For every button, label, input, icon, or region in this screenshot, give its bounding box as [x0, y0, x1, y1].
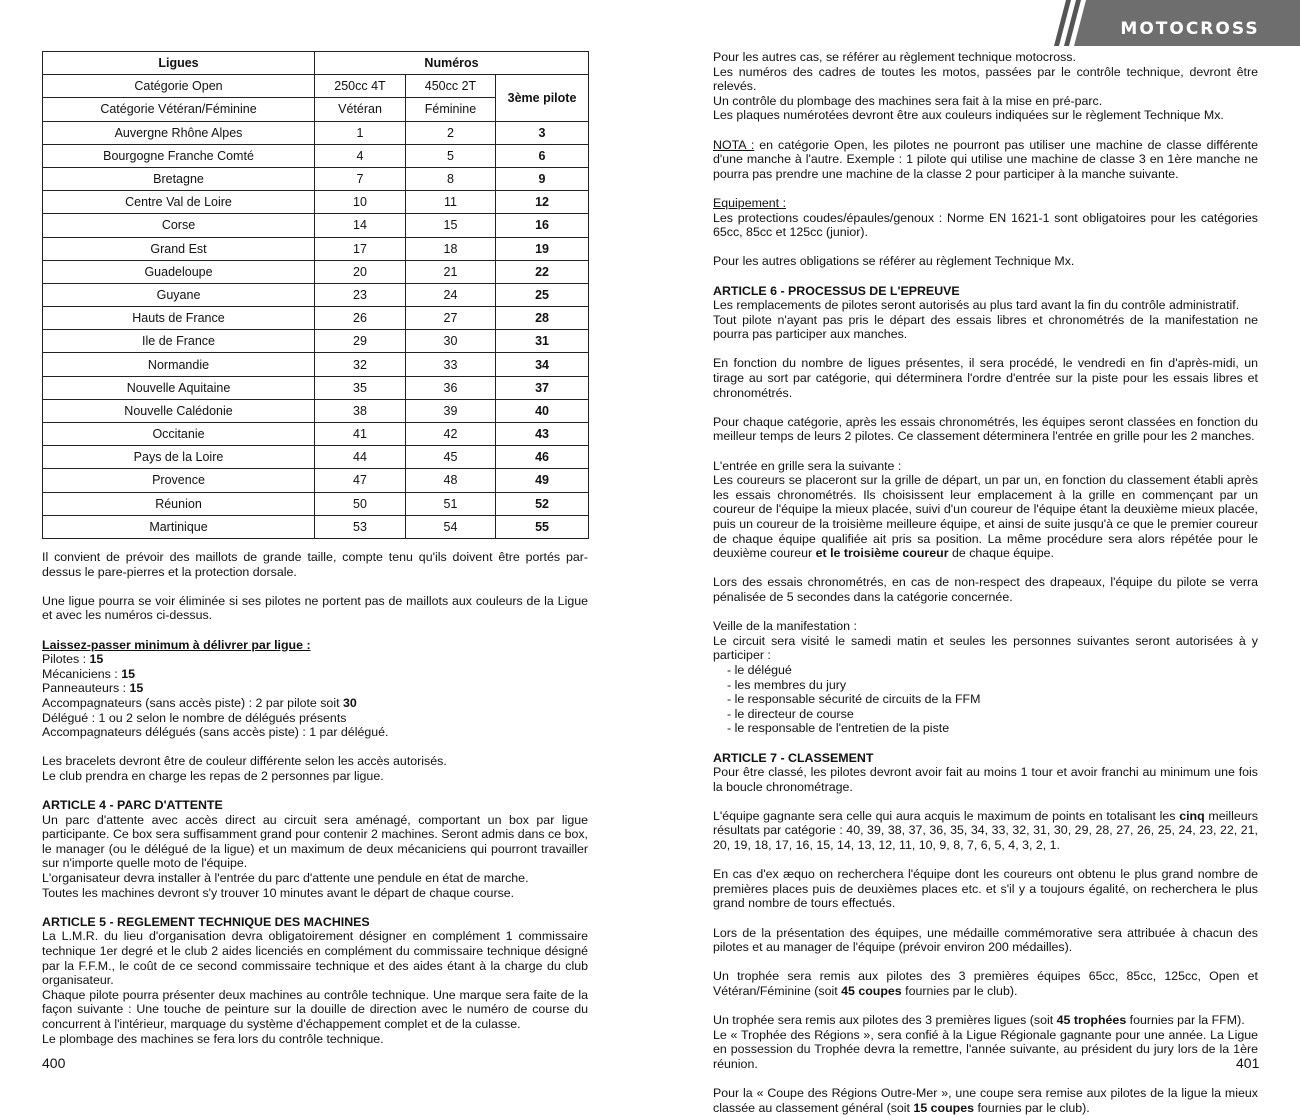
article-7-paragraph-2: L'équipe gagnante sera celle qui aura acquis le maximum de points en totalisant les cinq meilleurs résultats par catégorie : 40, 39, 38, 37, 36, 35, 34, 33, 32, 31, 30, 29, 28, 27, 26, 25, 24, 23, 22, 21, 20, 19, 18, 17, 16, 15, 14, 13, 12, 11, 10, 9, 8, 7, 6, 5, 4, 3, 2, 1.: [713, 808, 1258, 853]
category-veteran-c2: Féminine: [406, 98, 496, 121]
right-page: [650, 0, 1300, 1115]
number-450-cell: 27: [406, 307, 496, 330]
table-row: [43, 191, 589, 214]
veille-text: Le circuit sera visité le samedi matin et seules les personnes suivantes seront autorisées à y participer :: [713, 633, 1258, 663]
article-7-paragraph-6: Un trophée sera remis aux pilotes des 3 premières ligues (soit 45 trophées fournies par la FFM).: [713, 1013, 1245, 1028]
article-6-title: ARTICLE 6 - PROCESSUS DE L'EPREUVE: [713, 283, 960, 298]
table-row: [43, 260, 589, 283]
number-450-cell: 5: [406, 144, 496, 167]
veille-item: - le délégué: [727, 662, 792, 677]
number-third-pilot-cell: 43: [496, 423, 589, 446]
article-7-paragraph-4: Lors de la présentation des équipes, une médaille commémorative sera attribuée à chacun des pilotes et au manager de l'équipe (prévoir environ 200 médailles).: [713, 925, 1258, 955]
category-open-c1: 250cc 4T: [315, 75, 406, 98]
number-third-pilot-cell: 46: [496, 446, 589, 469]
number-third-pilot-cell: 55: [496, 515, 589, 538]
accompagnateurs-line: Accompagnateurs (sans accès piste) : 2 par pilote soit 30: [42, 695, 357, 710]
number-third-pilot-cell: 37: [496, 376, 589, 399]
autres-obligations: Pour les autres obligations se référer au règlement Technique Mx.: [713, 254, 1075, 269]
number-third-pilot-cell: 25: [496, 283, 589, 306]
number-450-cell: 30: [406, 330, 496, 353]
article-5-paragraph-2: Chaque pilote pourra présenter deux machines au contrôle technique. Une marque sera faite de la façon suivante : Une touche de peinture sur la douille de direction avec le numéro de course du concurrent à l'intérieur, marquage du système d'échappement complet et de la culasse.: [42, 987, 588, 1031]
ligue-cell: Guyane: [43, 283, 315, 306]
ligue-cell: Pays de la Loire: [43, 446, 315, 469]
number-third-pilot-cell: 6: [496, 144, 589, 167]
article-7-title: ARTICLE 7 - CLASSEMENT: [713, 750, 874, 765]
number-third-pilot-cell: 49: [496, 469, 589, 492]
table-row: [43, 492, 589, 515]
right-paragraph-2: Les numéros des cadres de toutes les motos, passées par le contrôle technique, devront être relevés.: [713, 64, 1258, 94]
table-row: [43, 353, 589, 376]
veille-item: - les membres du jury: [727, 677, 847, 692]
pilotes-line: Pilotes : 15: [42, 652, 104, 667]
number-450-cell: 45: [406, 446, 496, 469]
panneauteurs-line: Panneauteurs : 15: [42, 681, 144, 696]
number-250-cell: 47: [315, 469, 406, 492]
ligue-cell: Nouvelle Aquitaine: [43, 376, 315, 399]
ligue-cell: Centre Val de Loire: [43, 191, 315, 214]
article-4-paragraph-3: Toutes les machines devront s'y trouver 10 minutes avant le départ de chaque course.: [42, 885, 515, 900]
number-450-cell: 48: [406, 469, 496, 492]
delegue-line: Délégué : 1 ou 2 selon le nombre de délégués présents: [42, 710, 347, 725]
article-6-paragraph-2: Tout pilote n'ayant pas pris le départ des essais libres et chronométrés de la manifestation ne pourra pas participer aux manches.: [713, 312, 1258, 342]
number-450-cell: 33: [406, 353, 496, 376]
ligue-cell: Normandie: [43, 353, 315, 376]
number-third-pilot-cell: 16: [496, 214, 589, 237]
number-third-pilot-cell: 19: [496, 237, 589, 260]
number-250-cell: 20: [315, 260, 406, 283]
table-row: [43, 399, 589, 422]
veille-title: Veille de la manifestation :: [713, 619, 857, 634]
table-row: [43, 469, 589, 492]
ligue-cell: Hauts de France: [43, 307, 315, 330]
number-third-pilot-cell: 52: [496, 492, 589, 515]
numbers-table: [42, 51, 589, 539]
left-page: [0, 0, 650, 1092]
header-ligues: Ligues: [43, 52, 315, 75]
number-third-pilot-cell: 28: [496, 307, 589, 330]
number-250-cell: 10: [315, 191, 406, 214]
number-450-cell: 24: [406, 283, 496, 306]
number-250-cell: 35: [315, 376, 406, 399]
page-number-left: 400: [42, 1055, 66, 1071]
number-250-cell: 53: [315, 515, 406, 538]
number-450-cell: 54: [406, 515, 496, 538]
article-7-paragraph-7: Le « Trophée des Régions », sera confié à la Ligue Régionale gagnante pour une année. La Ligue en possession du Trophée devra la remettre, l'année suivante, au président du jury lors de la 1ère réunion.: [713, 1027, 1258, 1071]
number-250-cell: 44: [315, 446, 406, 469]
paragraph-ligue-eliminee: Une ligue pourra se voir éliminée si ses pilotes ne portent pas de maillots aux couleurs de la Ligue et avec les numéros ci-dessus.: [42, 593, 588, 623]
category-open-label: Catégorie Open: [43, 75, 315, 98]
ligue-cell: Ile de France: [43, 330, 315, 353]
article-6-paragraph-1: Les remplacements de pilotes seront autorisés au plus tard avant la fin du contrôle administratif.: [713, 298, 1240, 313]
number-third-pilot-cell: 12: [496, 191, 589, 214]
number-third-pilot-cell: 3: [496, 121, 589, 144]
number-450-cell: 18: [406, 237, 496, 260]
paragraph-maillots: Il convient de prévoir des maillots de grande taille, compte tenu qu'ils doivent être portés par-dessus le pare-pierres et la protection dorsale.: [42, 550, 588, 579]
number-250-cell: 23: [315, 283, 406, 306]
article-4-title: ARTICLE 4 - PARC D'ATTENTE: [42, 798, 223, 813]
table-row: [43, 283, 589, 306]
number-third-pilot-cell: 31: [496, 330, 589, 353]
article-4-paragraph-2: L'organisateur devra installer à l'entrée du parc d'attente une pendule en état de marche.: [42, 871, 529, 886]
article-4-paragraph-1: Un parc d'attente avec accès direct au circuit sera aménagé, comportant un box par ligue participante. Ce box sera suffisamment grand pour contenir 2 machines. Seront admis dans ce box, le manager (ou le délégué de la ligue) et un maximum de deux mécaniciens qui pourront travailler sur n'importe quelle moto de l'équipe.: [42, 812, 588, 871]
number-250-cell: 41: [315, 423, 406, 446]
number-450-cell: 11: [406, 191, 496, 214]
header-numeros: Numéros: [315, 52, 589, 75]
number-250-cell: 17: [315, 237, 406, 260]
article-5-title: ARTICLE 5 - REGLEMENT TECHNIQUE DES MACHINES: [42, 914, 370, 929]
veille-item: - le responsable sécurité de circuits de la FFM: [727, 692, 981, 707]
number-250-cell: 14: [315, 214, 406, 237]
ligue-cell: Grand Est: [43, 237, 315, 260]
ligue-cell: Occitanie: [43, 423, 315, 446]
equipement-title: Equipement :: [713, 195, 787, 210]
category-veteran-label: Catégorie Vétéran/Féminine: [43, 98, 315, 121]
table-row: [43, 144, 589, 167]
article-5-paragraph-1: La L.M.R. du lieu d'organisation devra obligatoirement désigner en complément 1 commissaire technique 1er degré et le club 2 aides licenciés en complément du commissaire technique désigné par la F.F.M., le coût de ce second commissaire technique et des aides étant à la charge du club organisateur.: [42, 929, 588, 988]
section-banner: [1050, 0, 1300, 46]
number-450-cell: 8: [406, 167, 496, 190]
right-paragraph-3: Un contrôle du plombage des machines sera fait à la mise en pré-parc.: [713, 93, 1103, 108]
accompagnateurs-delegues-line: Accompagnateurs délégués (sans accès piste) : 1 par délégué.: [42, 725, 389, 740]
table-row: [43, 237, 589, 260]
ligue-cell: Bretagne: [43, 167, 315, 190]
number-250-cell: 50: [315, 492, 406, 515]
mecaniciens-line: Mécaniciens : 15: [42, 666, 135, 681]
nota-paragraph: NOTA : en catégorie Open, les pilotes ne pourront pas utiliser une machine de classe différente d'une manche à l'autre. Exemple : 1 pilote qui utilise une machine de classe 3 en 1ère manche ne pourra pas prendre une machine de la classe 2 pour participer à la manche suivante.: [713, 137, 1259, 181]
number-third-pilot-cell: 9: [496, 167, 589, 190]
repas-line: Le club prendra en charge les repas de 2 personnes par ligue.: [42, 768, 384, 783]
ligue-cell: Guadeloupe: [43, 260, 315, 283]
number-250-cell: 1: [315, 121, 406, 144]
article-6-paragraph-4: Pour chaque catégorie, après les essais chronométrés, les équipes seront classées en fonction du meilleur temps de leurs 2 pilotes. Ce classement déterminera l'entrée en grille pour les 2 manches.: [713, 414, 1258, 444]
number-third-pilot-cell: 22: [496, 260, 589, 283]
number-250-cell: 4: [315, 144, 406, 167]
table-row: [43, 330, 589, 353]
laissez-passer-title: Laissez-passer minimum à délivrer par ligue :: [42, 637, 311, 652]
ligue-cell: Martinique: [43, 515, 315, 538]
number-450-cell: 2: [406, 121, 496, 144]
category-open-c2: 450cc 2T: [406, 75, 496, 98]
article-7-paragraph-1: Pour être classé, les pilotes devront avoir fait au moins 1 tour et avoir franchi au minimum une fois la boucle chronométrage.: [713, 765, 1258, 794]
ligue-cell: Nouvelle Calédonie: [43, 399, 315, 422]
table-row: [43, 446, 589, 469]
article-6-paragraph-3: En fonction du nombre de ligues présentes, il sera procédé, le vendredi en fin d'après-midi, un tirage au sort par catégorie, qui déterminera l'ordre d'entrée sur la piste pour les essais libres et chronométrés.: [713, 356, 1258, 400]
table-row: [43, 214, 589, 237]
bracelets-line: Les bracelets devront être de couleur différente selon les accès autorisés.: [42, 754, 447, 769]
ligue-cell: Provence: [43, 469, 315, 492]
equipement-text: Les protections coudes/épaules/genoux : Norme EN 1621-1 sont obligatoires pour les catégories 65cc, 85cc et 125cc (junior).: [713, 210, 1258, 240]
table-row: [43, 376, 589, 399]
table-row: [43, 121, 589, 144]
left-text-column: [42, 550, 588, 1046]
number-250-cell: 29: [315, 330, 406, 353]
number-third-pilot-cell: 40: [496, 399, 589, 422]
veille-item: - le directeur de course: [727, 706, 854, 721]
right-text-column: [713, 50, 1258, 1115]
table-row: [43, 307, 589, 330]
ligue-cell: Réunion: [43, 492, 315, 515]
article-7-paragraph-3: En cas d'ex æquo on recherchera l'équipe dont les coureurs ont obtenu le plus grand nombre de premières places puis de deuxièmes places etc. et s'il y a toujours égalité, on recherchera le plus grand nombre de tours effectués.: [713, 867, 1258, 911]
table-row: [43, 515, 589, 538]
number-450-cell: 39: [406, 399, 496, 422]
number-250-cell: 26: [315, 307, 406, 330]
right-paragraph-1: Pour les autres cas, se référer au règlement technique motocross.: [713, 50, 1076, 64]
number-450-cell: 36: [406, 376, 496, 399]
table-row: [43, 167, 589, 190]
table-row: [43, 423, 589, 446]
grille-intro: L'entrée en grille sera la suivante :: [713, 458, 902, 473]
ligue-cell: Auvergne Rhône Alpes: [43, 121, 315, 144]
right-paragraph-4: Les plaques numérotées devront être aux couleurs indiquées sur le règlement Technique Mx.: [713, 108, 1224, 123]
number-third-pilot-cell: 34: [496, 353, 589, 376]
page-number-right: 401: [1236, 1055, 1260, 1071]
number-250-cell: 7: [315, 167, 406, 190]
number-450-cell: 15: [406, 214, 496, 237]
ligue-cell: Bourgogne Franche Comté: [43, 144, 315, 167]
veille-item: - le responsable de l'entretien de la piste: [727, 721, 950, 736]
number-250-cell: 32: [315, 353, 406, 376]
grille-paragraph: Les coureurs se placeront sur la grille de départ, un par un, en fonction du classement établi après les essais chronométrés. Ils choisissent leur emplacement à la grille en commençant par un coureur de l'équipe la mieux placée, suivi d'un coureur de l'équipe étant la deuxième mieux placée, puis un coureur de la troisième meilleure équipe, et ainsi de suite jusqu'à ce que le premier coureur de chaque équipe qualifiée ait pris sa position. La même procédure sera alors répétée pour le deuxième coureur et le troisième coureur de chaque équipe.: [713, 473, 1258, 561]
article-5-paragraph-3: Le plombage des machines se fera lors du contrôle technique.: [42, 1031, 384, 1046]
drapeaux-paragraph: Lors des essais chronométrés, en cas de non-respect des drapeaux, l'équipe du pilote se verra pénalisée de 5 secondes dans la catégorie concernée.: [713, 575, 1258, 604]
number-450-cell: 51: [406, 492, 496, 515]
article-7-paragraph-8: Pour la « Coupe des Régions Outre-Mer », une coupe sera remise aux pilotes de la ligue la mieux classée au classement général (soit 15 coupes fournies par le club).: [713, 1086, 1258, 1115]
number-450-cell: 42: [406, 423, 496, 446]
third-pilot-header: 3ème pilote: [496, 75, 589, 121]
ligue-cell: Corse: [43, 214, 315, 237]
number-250-cell: 38: [315, 399, 406, 422]
category-veteran-c1: Vétéran: [315, 98, 406, 121]
number-450-cell: 21: [406, 260, 496, 283]
article-7-paragraph-5: Un trophée sera remis aux pilotes des 3 premières équipes 65cc, 85cc, 125cc, Open et Vétéran/Féminine (soit 45 coupes fournies par le club).: [713, 969, 1258, 998]
banner-title: MOTOCROSS: [1120, 19, 1260, 39]
